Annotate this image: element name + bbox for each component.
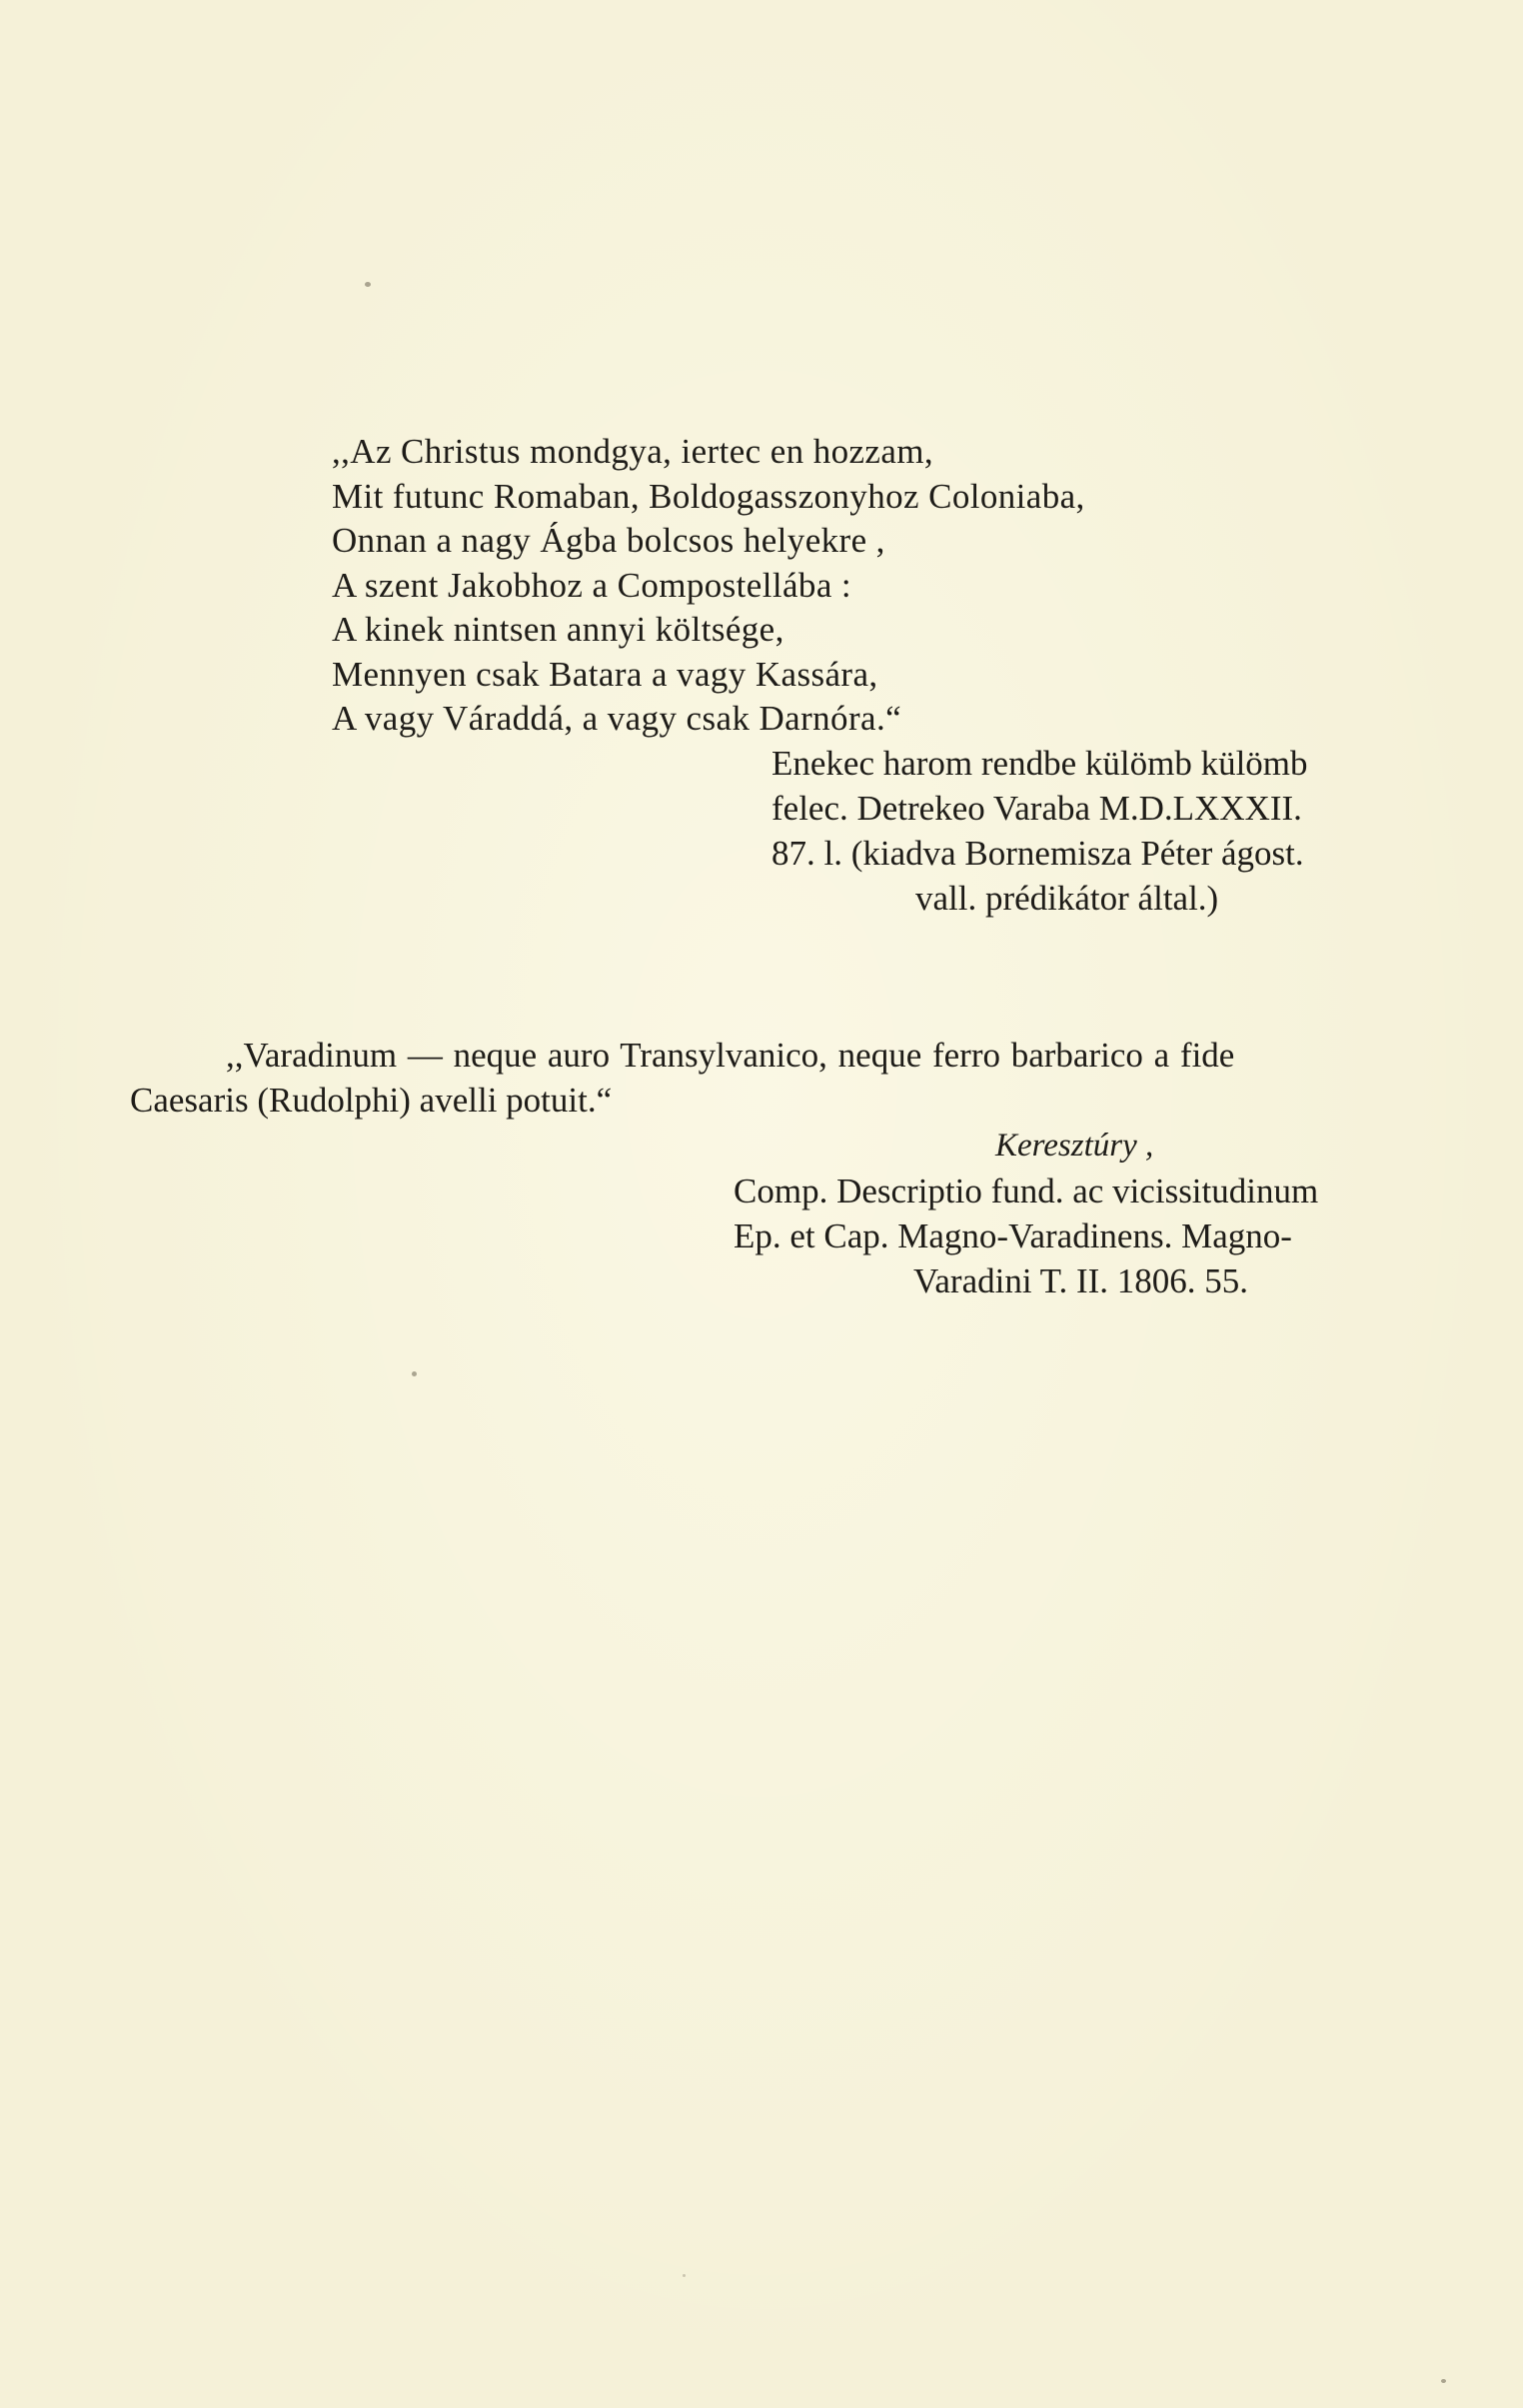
citation-line: Varadini T. II. 1806. 55. [913,1261,1249,1300]
citation-line: Enekec harom rendbe külömb külömb [771,744,1308,783]
citation-line: 87. l. (kiadva Bornemisza Péter ágost. [771,834,1304,873]
quote-line: Caesaris (Rudolphi) avelli potuit.“ [130,1081,613,1120]
citation-line: Comp. Descriptio fund. ac vicissitudinum [734,1172,1319,1210]
hungarian-poem [332,430,1085,742]
ink-speck [412,1371,417,1376]
citation-author: Keresztúry , [995,1128,1154,1164]
ink-speck [683,2274,686,2277]
latin-source-citation [734,1124,1318,1303]
poem-line: Mit futunc Romaban, Boldogasszonyhoz Coloniaba, [332,476,1085,516]
quote-line: ,,Varadinum — neque auro Transylvanico, neque ferro barbarico a fide [226,1036,1235,1075]
citation-line: vall. prédikátor által.) [915,879,1219,918]
poem-source-citation [771,741,1308,921]
poem-line: A kinek nintsen annyi költsége, [332,610,784,649]
poem-line: A szent Jakobhoz a Compostellába : [332,565,852,605]
poem-line: Onnan a nagy Ágba bolcsos helyekre , [332,521,885,560]
poem-line: ,,Az Christus mondgya, iertec en hozzam, [332,432,934,471]
poem-line: A vagy Váraddá, a vagy csak Darnóra.“ [332,699,902,738]
poem-line: Mennyen csak Batara a vagy Kassára, [332,654,878,694]
citation-line: Ep. et Cap. Magno-Varadinens. Magno- [734,1216,1292,1255]
ink-speck [365,282,371,287]
latin-quote [130,1033,1429,1123]
citation-line: felec. Detrekeo Varaba M.D.LXXXII. [771,789,1302,828]
ink-speck [1441,2379,1446,2383]
